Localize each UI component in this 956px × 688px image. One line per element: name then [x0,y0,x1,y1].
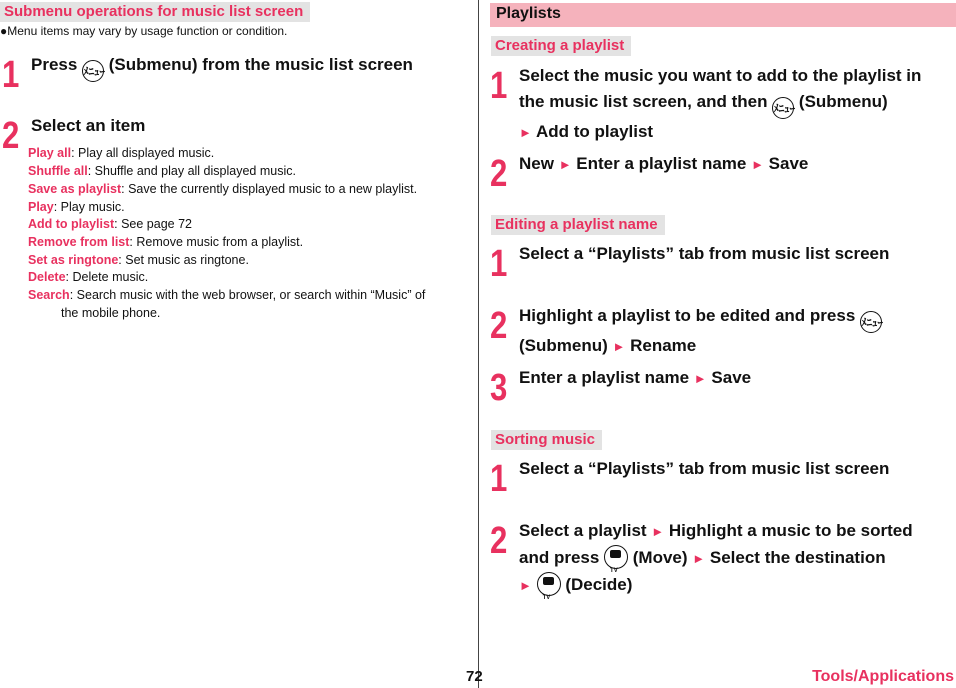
step-number: 2 [490,305,508,347]
subheader-sorting-music: Sorting music [491,430,602,450]
menu-button-icon: ﾒﾆｭｰ [860,311,882,333]
subheader-creating-playlist: Creating a playlist [491,36,631,56]
column-divider [478,0,479,688]
arrow-icon: ► [519,578,532,593]
menu-item-play-all: Play all: Play all displayed music. [28,146,215,160]
menu-item-search: Search: Search music with the web browser, or search within “Music” of the mobile phone. [28,288,426,320]
menu-button-icon: ﾒﾆｭｰ [772,97,794,119]
arrow-icon: ► [558,157,572,172]
section-header-playlists: Playlists [490,3,956,27]
step-number: 1 [490,458,508,500]
subheader-editing-playlist-name: Editing a playlist name [491,215,665,235]
page-number: 72 [466,668,483,685]
arrow-icon: ► [751,157,764,172]
camera-button-icon: TV [604,545,628,569]
menu-item-delete: Delete: Delete music. [28,270,149,284]
section-footer-link[interactable]: Tools/Applications [812,668,954,685]
menu-item-remove-from-list: Remove from list: Remove music from a playlist. [28,235,304,249]
arrow-icon: ► [651,524,665,539]
step-number: 2 [2,115,20,157]
arrow-icon: ► [612,339,626,354]
step-number: 2 [490,153,508,195]
arrow-icon: ► [519,125,532,140]
note-text: ●Menu items may vary by usage function or condition. [0,24,288,38]
menu-item-play: Play: Play music. [28,200,125,214]
step-number: 1 [490,243,508,285]
arrow-icon: ► [692,551,706,566]
step-number: 1 [2,54,20,96]
step-number: 1 [490,65,508,107]
menu-button-icon: ﾒﾆｭｰ [82,60,104,82]
arrow-icon: ► [693,371,707,386]
section-header-submenu: Submenu operations for music list screen [0,2,310,22]
menu-item-add-to-playlist: Add to playlist: See page 72 [28,217,192,231]
step-number: 3 [490,367,508,409]
menu-item-set-as-ringtone: Set as ringtone: Set music as ringtone. [28,253,249,267]
menu-item-save-as-playlist: Save as playlist: Save the currently displayed music to a new playlist. [28,182,418,196]
camera-button-icon: TV [537,572,561,596]
step-number: 2 [490,520,508,562]
menu-item-shuffle-all: Shuffle all: Shuffle and play all displayed music. [28,164,296,178]
